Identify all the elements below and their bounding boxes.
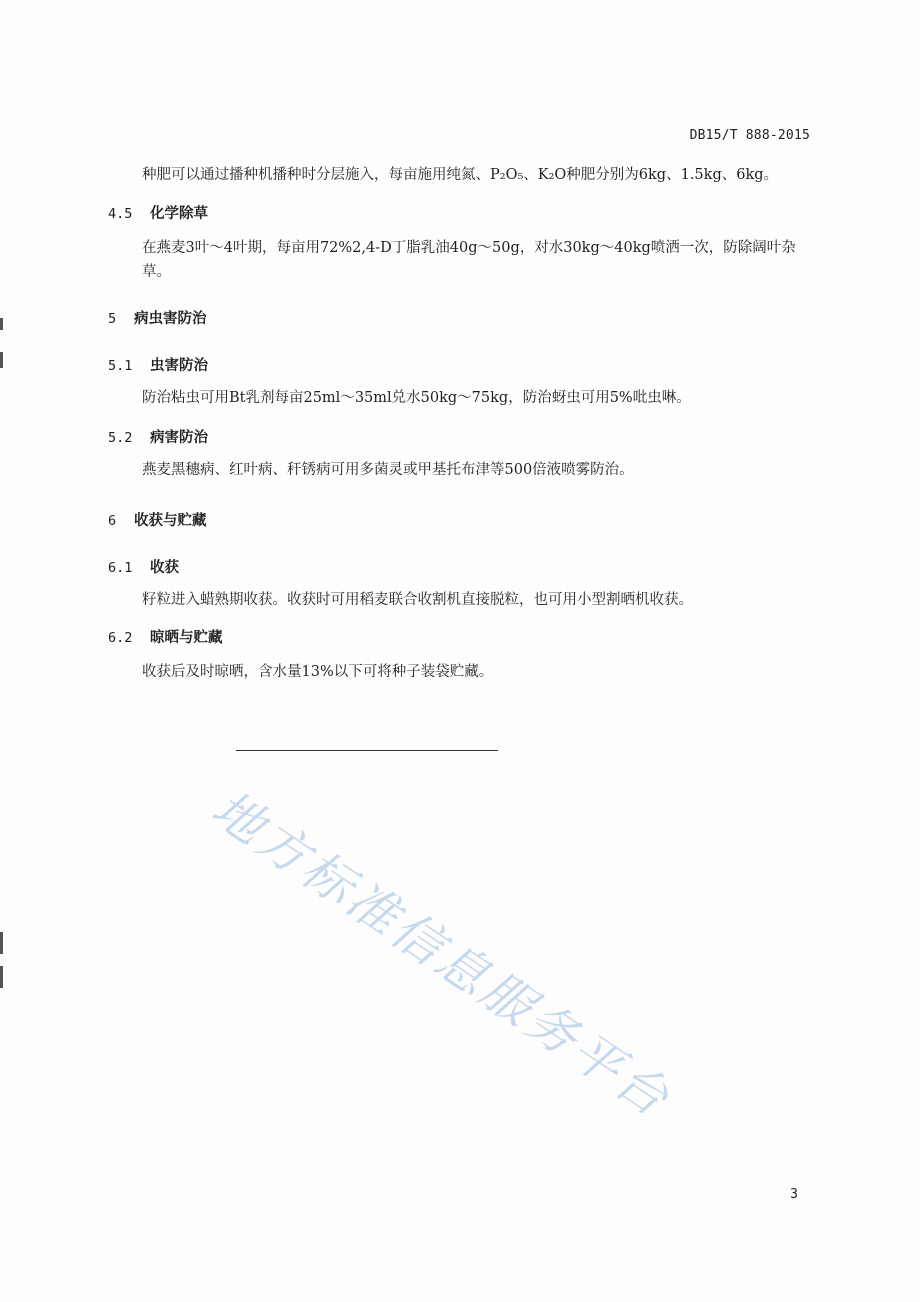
section-number: 6 bbox=[108, 513, 117, 529]
paragraph-herbicide: 在燕麦3叶～4叶期，每亩用72%2,4-D丁脂乳油40g～50g，对水30kg～40kg喷洒一次，防除阔叶杂草。 bbox=[142, 240, 796, 280]
section-title: 病害防治 bbox=[150, 430, 208, 446]
section-title: 收获 bbox=[150, 560, 179, 576]
scan-edge-mark bbox=[0, 318, 3, 330]
section-title: 病虫害防治 bbox=[134, 311, 207, 327]
scan-edge-mark bbox=[0, 966, 3, 988]
standard-code: DB15/T 888-2015 bbox=[689, 128, 810, 143]
section-heading-5 bbox=[108, 307, 207, 328]
scan-edge-mark bbox=[0, 932, 3, 954]
section-heading-6-2 bbox=[108, 626, 223, 647]
paragraph-harvest: 籽粒进入蜡熟期收获。收获时可用稻麦联合收割机直接脱粒，也可用小型割晒机收获。 bbox=[142, 592, 693, 608]
section-heading-6 bbox=[108, 509, 207, 530]
section-number: 5.2 bbox=[108, 430, 133, 446]
section-heading-5-1 bbox=[108, 354, 208, 375]
section-number: 4.5 bbox=[108, 206, 133, 222]
section-heading-5-2 bbox=[108, 426, 208, 447]
paragraph-fertilizer: 种肥可以通过播种机播种时分层施入，每亩施用纯氮、P₂O₅、K₂O种肥分别为6kg、1.5kg、6kg。 bbox=[142, 167, 779, 183]
section-number: 6.1 bbox=[108, 560, 133, 576]
section-number: 5.1 bbox=[108, 358, 133, 374]
section-title: 收获与贮藏 bbox=[134, 513, 207, 529]
section-heading-6-1 bbox=[108, 556, 179, 577]
section-number: 5 bbox=[108, 311, 117, 327]
paragraph-disease-control: 燕麦黑穗病、红叶病、秆锈病可用多菌灵或甲基托布津等500倍液喷雾防治。 bbox=[142, 462, 634, 478]
section-heading-4-5 bbox=[108, 202, 208, 223]
watermark: 地方标准信息服务平台 bbox=[201, 779, 682, 1130]
page-number: 3 bbox=[790, 1187, 798, 1202]
section-title: 化学除草 bbox=[150, 206, 208, 222]
section-title: 晾晒与贮藏 bbox=[150, 630, 223, 646]
paragraph-pest-control: 防治粘虫可用Bt乳剂每亩25ml～35ml兑水50kg～75kg，防治蚜虫可用5%吡虫啉。 bbox=[142, 390, 691, 406]
scan-edge-mark bbox=[0, 352, 3, 368]
section-number: 6.2 bbox=[108, 630, 133, 646]
section-title: 虫害防治 bbox=[150, 358, 208, 374]
end-of-document-rule bbox=[236, 750, 498, 751]
paragraph-storage: 收获后及时晾晒，含水量13%以下可将种子装袋贮藏。 bbox=[142, 664, 494, 680]
